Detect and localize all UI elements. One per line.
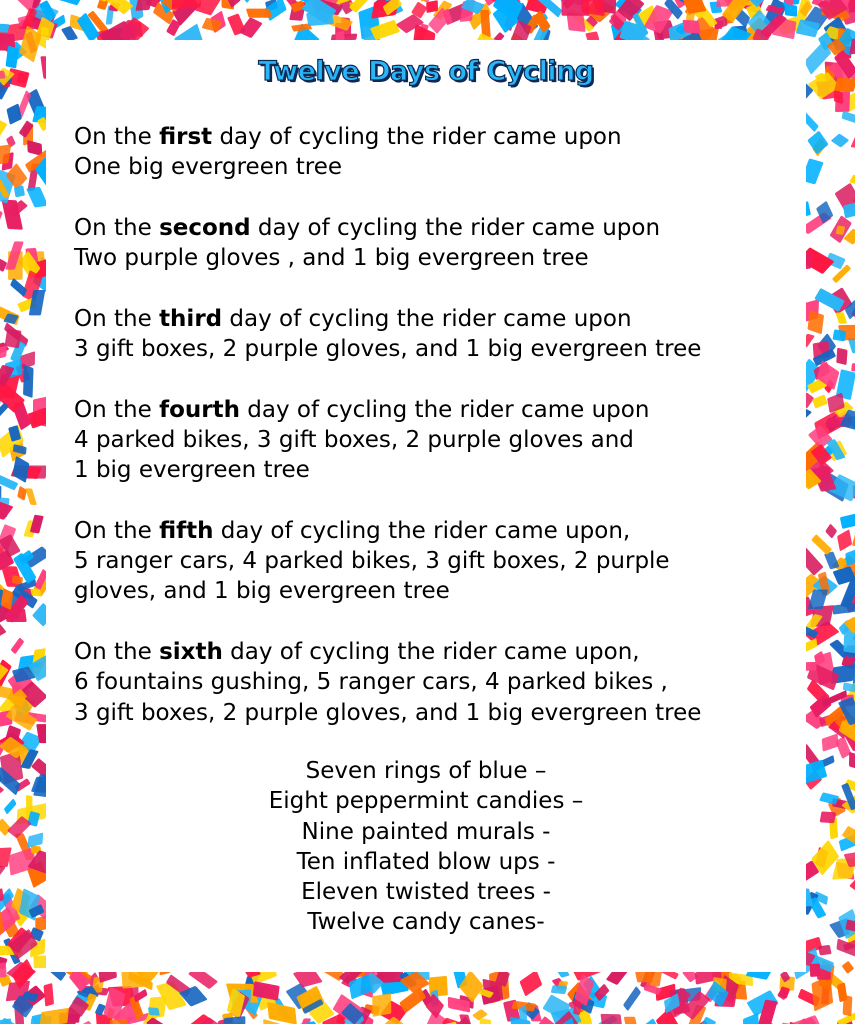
- confetti-piece: [59, 0, 86, 5]
- verse-ordinal: third: [159, 305, 223, 332]
- confetti-piece: [849, 752, 855, 773]
- verse-ordinal: fifth: [159, 517, 214, 544]
- verse-line: gloves, and 1 big evergreen tree: [74, 578, 450, 605]
- confetti-piece: [242, 0, 256, 3]
- finale-line: Ten inflated blow ups -: [296, 848, 556, 875]
- confetti-piece: [14, 185, 25, 197]
- confetti-piece: [792, 1015, 822, 1024]
- confetti-piece: [840, 513, 855, 529]
- verse-line: Two purple gloves , and 1 big evergreen tree: [74, 245, 589, 272]
- confetti-piece: [40, 1008, 69, 1024]
- confetti-piece: [811, 534, 832, 555]
- confetti-piece: [239, 17, 263, 38]
- confetti-piece: [812, 394, 828, 408]
- confetti-piece: [850, 125, 855, 148]
- confetti-piece: [848, 338, 855, 354]
- verse-lead: On the: [74, 639, 160, 666]
- verse-line: 5 ranger cars, 4 parked bikes, 3 gift boxes, 2 purple: [74, 548, 670, 575]
- poem-card: [46, 40, 806, 972]
- confetti-piece: [27, 140, 42, 156]
- confetti-piece: [842, 111, 855, 125]
- confetti-piece: [23, 365, 34, 398]
- verse-lead: On the: [74, 396, 160, 423]
- confetti-piece: [624, 1017, 639, 1024]
- confetti-piece: [849, 174, 855, 184]
- confetti-piece: [246, 9, 273, 18]
- verse-heading: [74, 213, 794, 243]
- finale-list: [46, 756, 806, 938]
- verse-line: 4 parked bikes, 3 gift boxes, 2 purple gloves and: [74, 426, 634, 453]
- confetti-piece: [845, 548, 855, 566]
- confetti-piece: [835, 312, 847, 324]
- confetti-piece: [0, 345, 7, 360]
- verse-ordinal: first: [159, 124, 213, 150]
- verse-line: 1 big evergreen tree: [74, 457, 310, 484]
- confetti-piece: [831, 133, 850, 147]
- confetti-piece: [851, 363, 855, 371]
- confetti-piece: [682, 20, 700, 34]
- confetti-piece: [26, 187, 48, 208]
- verse-line: 3 gift boxes, 2 purple gloves, and 1 big evergreen tree: [74, 699, 702, 726]
- verse: [74, 122, 794, 183]
- verse-tail: day of cycling the rider came upon,: [222, 639, 640, 666]
- verse-tail: day of cycling the rider came upon: [222, 305, 632, 332]
- confetti-piece: [836, 348, 847, 365]
- verse-heading: [74, 637, 794, 667]
- verse-lead: On the: [74, 214, 160, 241]
- confetti-piece: [426, 0, 438, 13]
- confetti-piece: [743, 1013, 759, 1024]
- confetti-piece: [0, 818, 11, 836]
- confetti-piece: [480, 1018, 492, 1024]
- confetti-piece: [41, 27, 48, 36]
- confetti-piece: [805, 662, 816, 671]
- confetti-piece: [0, 623, 7, 641]
- verse-line: 6 fountains gushing, 5 ranger cars, 4 parked bikes ,: [74, 669, 668, 696]
- verse-ordinal: fourth: [159, 396, 240, 423]
- confetti-piece: [4, 798, 17, 814]
- verse: [74, 637, 794, 728]
- confetti-piece: [600, 1014, 622, 1024]
- verse-heading: [74, 395, 794, 425]
- confetti-piece: [519, 970, 542, 997]
- verse-heading: [74, 122, 794, 152]
- confetti-piece: [842, 961, 855, 974]
- confetti-piece: [551, 985, 568, 994]
- verse-list: [74, 122, 794, 758]
- confetti-piece: [5, 328, 22, 348]
- confetti-piece: [623, 986, 641, 1011]
- finale-line: Seven rings of blue –: [305, 758, 547, 784]
- confetti-piece: [0, 402, 9, 423]
- confetti-piece: [372, 993, 391, 1017]
- confetti-piece: [785, 4, 797, 17]
- verse-lead: On the: [74, 305, 160, 332]
- verse: [74, 213, 794, 274]
- confetti-piece: [810, 963, 821, 977]
- verse-lead: On the: [74, 124, 160, 150]
- verse-tail: day of cycling the rider came upon: [250, 214, 661, 241]
- verse-heading: [74, 304, 794, 334]
- confetti-piece: [17, 486, 27, 501]
- confetti-piece: [822, 733, 839, 751]
- confetti-piece: [43, 983, 54, 1007]
- confetti-piece: [837, 529, 852, 551]
- verse: [74, 516, 794, 607]
- confetti-piece: [11, 637, 25, 654]
- confetti-piece: [819, 792, 839, 805]
- confetti-piece: [0, 1018, 12, 1024]
- finale-line: Nine painted murals -: [301, 818, 551, 845]
- verse-heading: [74, 516, 794, 546]
- verse-tail: day of cycling the rider came upon,: [213, 517, 631, 544]
- confetti-piece: [807, 310, 824, 334]
- confetti-piece: [832, 329, 846, 341]
- verse-ordinal: second: [159, 214, 251, 241]
- confetti-piece: [635, 971, 653, 982]
- confetti-piece: [820, 811, 836, 823]
- confetti-piece: [825, 524, 837, 539]
- finale-line: Eight peppermint candies –: [268, 788, 584, 815]
- confetti-piece: [267, 1002, 297, 1024]
- confetti-piece: [148, 1007, 160, 1016]
- finale-line: Twelve candy canes-: [307, 909, 545, 936]
- verse: [74, 395, 794, 486]
- confetti-piece: [28, 832, 44, 848]
- verse-line: One big evergreen tree: [74, 154, 343, 181]
- confetti-piece: [0, 202, 3, 229]
- verse-tail: day of cycling the rider came upon: [239, 396, 650, 423]
- verse-tail: day of cycling the rider came upon: [212, 124, 622, 150]
- finale-line: Eleven twisted trees -: [301, 879, 551, 906]
- confetti-piece: [807, 131, 828, 155]
- confetti-piece: [0, 117, 7, 136]
- confetti-piece: [25, 488, 37, 505]
- confetti-piece: [837, 982, 848, 1002]
- verse-lead: On the: [74, 517, 160, 544]
- confetti-piece: [818, 945, 832, 956]
- confetti-piece: [110, 1019, 129, 1024]
- verse: [74, 304, 794, 365]
- confetti-piece: [834, 78, 855, 92]
- verse-ordinal: sixth: [159, 639, 223, 666]
- page-title: Twelve Days of Cycling: [258, 56, 594, 87]
- verse-line: 3 gift boxes, 2 purple gloves, and 1 big evergreen tree: [74, 336, 702, 363]
